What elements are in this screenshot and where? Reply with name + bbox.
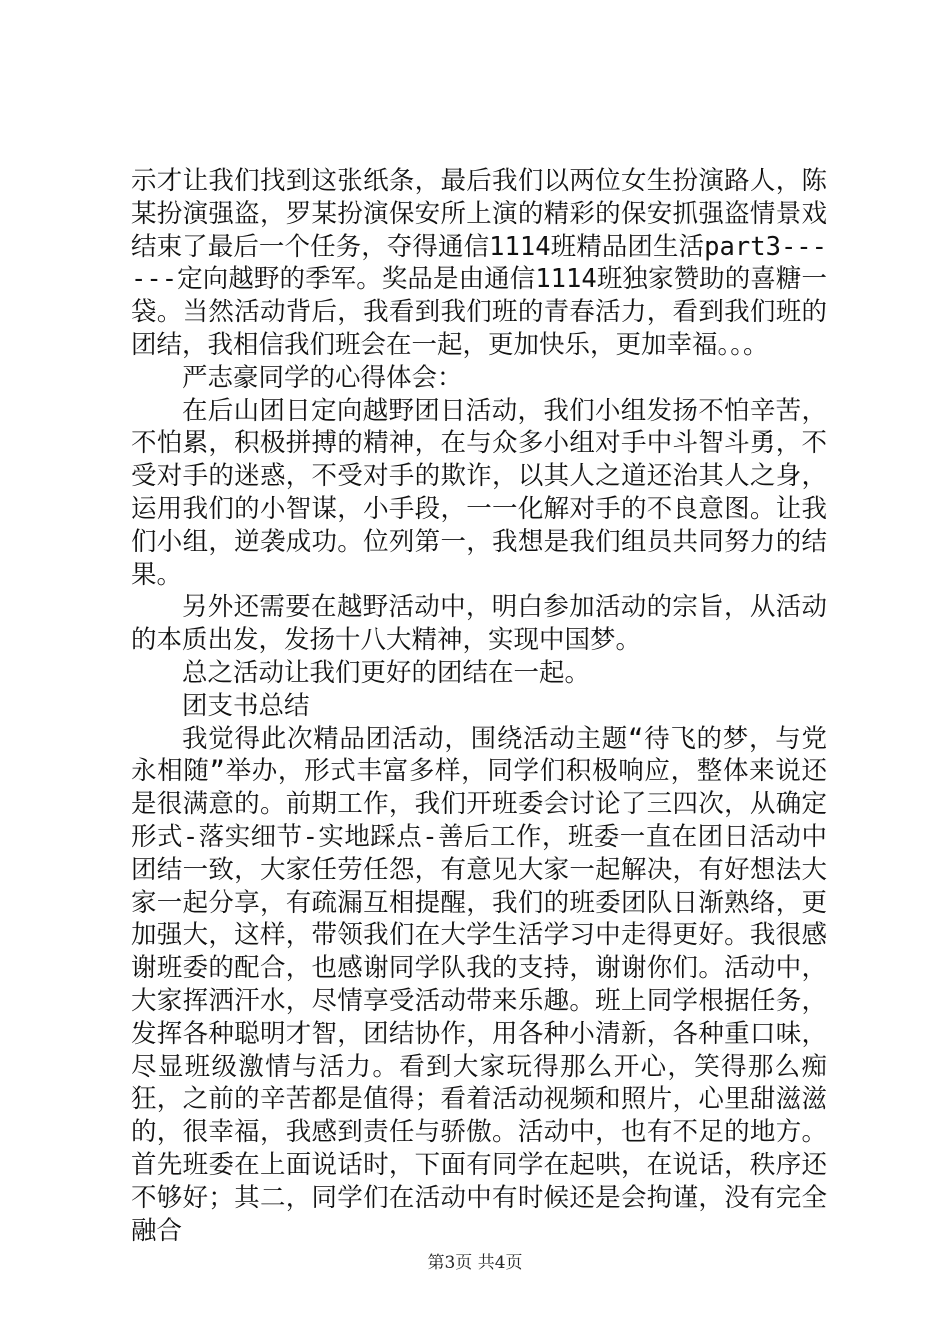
paragraph-7: 我觉得此次精品团活动，围绕活动主题“待飞的梦，与党永相随”举办，形式丰富多样，同学们积极响应，整体来说还是很满意的。前期工作，我们开班委会讨论了三四次，从确定形式-落实细节-实地踩点-善后工作，班委一直在团日活动中团结一致，大家任劳任怨，有意见大家一起解决，有好想法大家一起分享，有疏漏互相提醒，我们的班委团队日渐熟络，更加强大，这样，带领我们在大学生活学习中走得更好。我很感谢班委的配合，也感谢同学队我的支持，谢谢你们。活动中，大家挥洒汗水，尽情享受活动带来乐趣。班上同学根据任务，发挥各种聪明才智，团结协作，用各种小清新，各种重口味，尽显班级激情与活力。看到大家玩得那么开心，笑得那么痴狂，之前的辛苦都是值得；看着活动视频和照片，心里甜滋滋的，很幸福，我感到责任与骄傲。活动中，也有不足的地方。首先班委在上面说话时，下面有同学在起哄，在说话，秩序还不够好；其二，同学们在活动中有时候还是会拘谨，没有完全融合	[131, 723, 827, 1246]
page-footer: 第3页 共4页	[427, 1253, 523, 1273]
paragraph-1: 示才让我们找到这张纸条，最后我们以两位女生扮演路人，陈某扮演强盗，罗某扮演保安所上演的精彩的保安抓强盗情景戏结束了最后一个任务，夺得通信1114班精品团生活part3------定向越野的季军。奖品是由通信1114班独家赞助的喜糖一袋。当然活动背后，我看到我们班的青春活力，看到我们班的团结，我相信我们班会在一起，更加快乐，更加幸福。。。	[131, 166, 827, 360]
paragraph-6-heading: 团支书总结	[182, 690, 310, 721]
paragraph-5: 总之活动让我们更好的团结在一起。	[182, 657, 591, 688]
paragraph-3: 在后山团日定向越野团日活动，我们小组发扬不怕辛苦，不怕累，积极拼搏的精神，在与众多小组对手中斗智斗勇，不受对手的迷惑，不受对手的欺诈，以其人之道还治其人之身，运用我们的小智谋，小手段，一一化解对手的不良意图。让我们小组，逆袭成功。位列第一，我想是我们组员共同努力的结果。	[131, 395, 827, 590]
document-body	[131, 165, 827, 1247]
paragraph-2-heading: 严志豪同学的心得体会：	[182, 362, 463, 393]
paragraph-4: 另外还需要在越野活动中，明白参加活动的宗旨，从活动的本质出发，发扬十八大精神，实现中国梦。	[131, 592, 827, 656]
